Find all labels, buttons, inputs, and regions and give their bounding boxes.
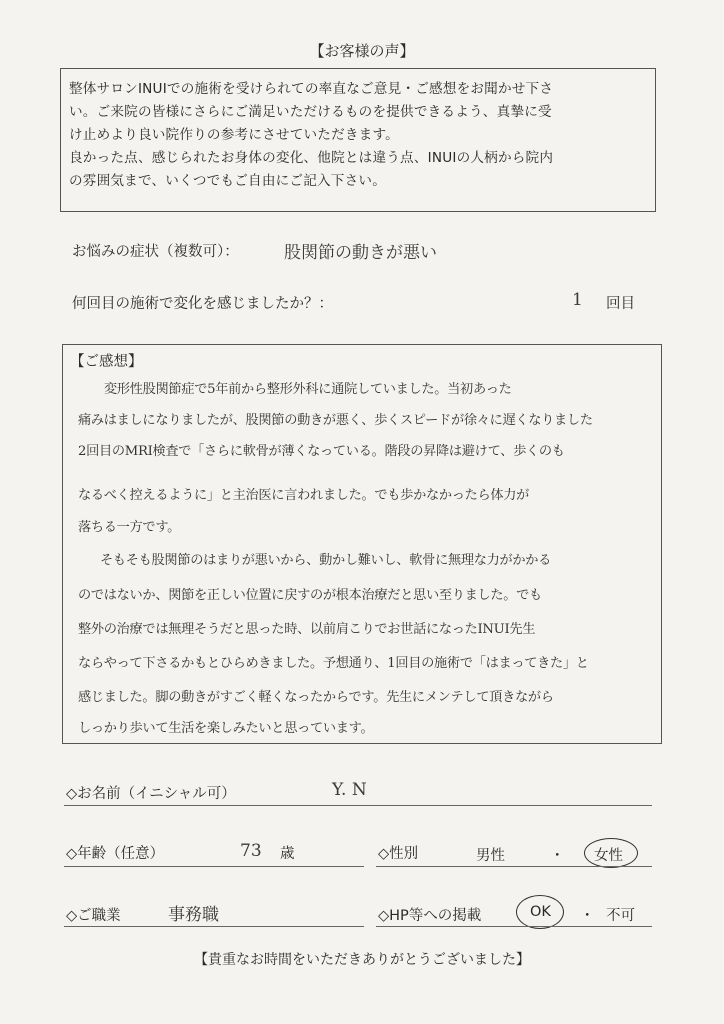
review-box [62,344,662,744]
gender-separator: ・ [550,848,565,864]
review-line: しっかり歩いて生活を楽しみたいと思っています。 [78,721,374,736]
review-line: 整外の治療では無理そうだと思った時、以前肩こりでお世話になったINUI先生 [78,622,536,637]
intro-line: い。ご来院の皆様にさらにご満足いただけるものを提供できるよう、真摯に受 [69,104,552,120]
review-line: ならやって下さるかもとひらめきました。予想通り、1回目の施術で「はまってきた」と [78,656,589,671]
intro-line: 良かった点、感じられたお身体の変化、他院とは違う点、INUIの人柄から院内 [69,150,554,166]
review-label: 【ご感想】 [70,354,143,370]
publish-ng: 不可 [606,908,635,924]
age-underline [64,866,364,867]
change-value: 1 [572,290,583,310]
form-title: 【お客様の声】 [309,42,415,60]
name-label: ◇お名前（イニシャル可） [66,786,236,802]
gender-selection-circle [584,838,638,868]
publish-separator: ・ [580,908,595,924]
review-line: 感じました。脚の動きがすごく軽くなったからです。先生にメンテして頂きながら [78,690,554,705]
name-value: Y. N [332,780,367,800]
intro-line: の雰囲気まで、いくつでもご自由にご記入下さい。 [69,173,386,189]
occupation-underline [64,926,364,927]
symptoms-value: 股関節の動きが悪い [284,243,437,263]
review-line: 落ちる一方です。 [78,520,181,535]
publish-selection-circle [516,895,564,929]
symptoms-label: お悩みの症状（複数可）： [72,244,239,260]
change-label: 何回目の施術で変化を感じましたか？： [72,296,333,312]
publish-label: ◇HP等への掲載 [378,908,482,924]
age-label: ◇年齢（任意） [66,846,165,862]
intro-line: け止めより良い院作りの参考にさせていただきます。 [69,127,399,143]
age-value: 73 [240,841,262,861]
gender-female: 女性 [594,848,623,864]
review-line: 変形性股関節症で5年前から整形外科に通院していました。当初あった [104,382,512,397]
review-line: そもそも股関節のはまりが悪いから、動かし難いし、軟骨に無理な力がかかる [100,553,552,568]
gender-label: ◇性別 [378,846,419,862]
name-underline [64,805,652,806]
review-line: なるべく控えるように」と主治医に言われました。でも歩かなかったら体力が [78,488,530,503]
occupation-value: 事務職 [168,905,219,925]
review-line: 2回目のMRI検査で「さらに軟骨が薄くなっている。階段の昇降は避けて、歩くのも [78,444,565,459]
intro-box [60,68,656,212]
footer-thanks: 【貴重なお時間をいただきありがとうございました】 [194,952,530,968]
intro-line: 整体サロンINUIでの施術を受けられての率直なご意見・ご感想をお聞かせ下さ [69,81,554,97]
age-unit: 歳 [280,846,295,862]
gender-underline [376,866,652,867]
publish-underline [376,926,652,927]
review-line: 痛みはましになりましたが、股関節の動きが悪く、歩くスピードが徐々に遅くなりました [78,413,593,428]
publish-ok: OK [530,904,551,920]
gender-male: 男性 [476,848,505,864]
change-unit: 回目 [606,296,635,312]
review-line: のではないか、関節を正しい位置に戻すのが根本治療だと思い至りました。でも [78,588,542,603]
occupation-label: ◇ご職業 [66,908,121,924]
